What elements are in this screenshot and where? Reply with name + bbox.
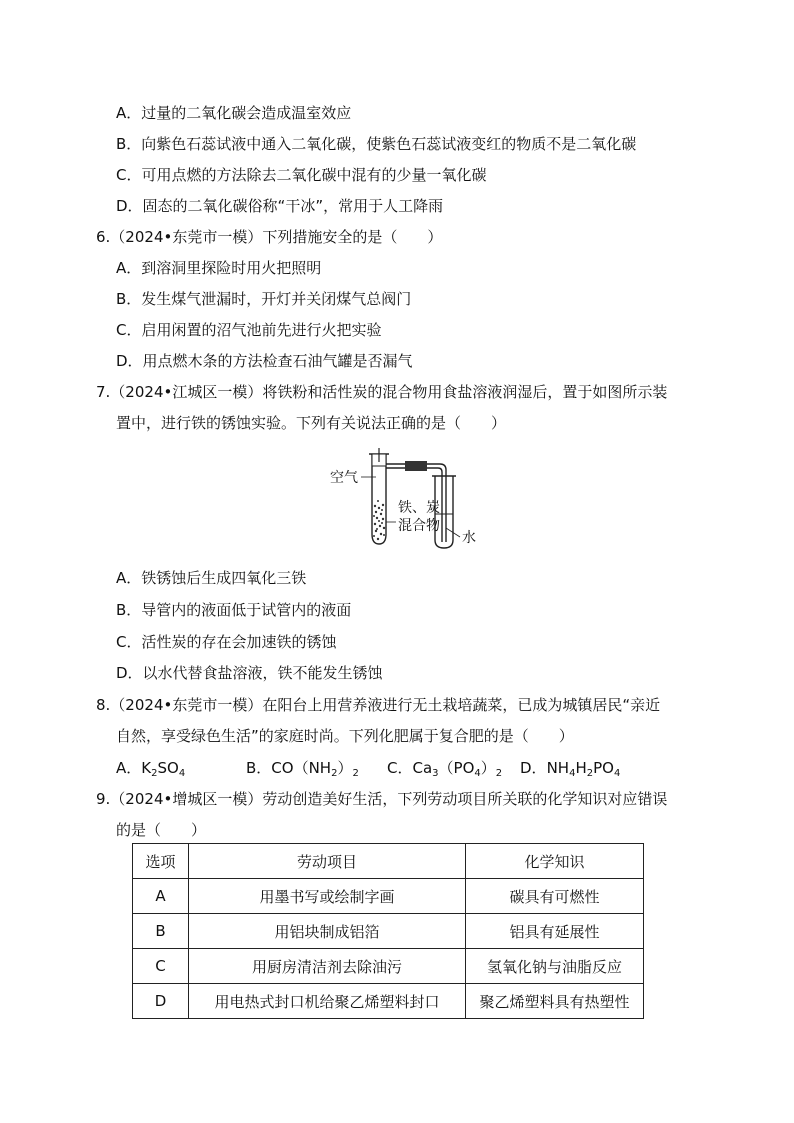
q7-option-b: B．导管内的液面低于试管内的液面 xyxy=(116,601,352,619)
table-cell: D xyxy=(133,984,189,1019)
q8-option-c: C．$Ca_3(PO_4)_2$ xyxy=(387,759,503,779)
q8-stem-line1: 8.（2024•东莞市一模）在阳台上用营养液进行无土栽培蔬菜，已成为城镇居民“亲近 xyxy=(96,696,661,714)
table-cell: A xyxy=(133,879,189,914)
q7-stem-line1: 7.（2024•江城区一模）将铁粉和活性炭的混合物用食盐溶液润湿后，置于如图所示装 xyxy=(96,383,668,401)
q9-stem-line1: 9.（2024•增城区一模）劳动创造美好生活，下列劳动项目所关联的化学知识对应错误 xyxy=(96,790,668,808)
q7-stem-line2: 置中，进行铁的锈蚀实验。下列有关说法正确的是（ ） xyxy=(116,414,507,432)
q7-option-d: D．以水代替食盐溶液，铁不能发生锈蚀 xyxy=(116,664,383,682)
table-row xyxy=(133,879,644,914)
table-cell: B xyxy=(133,914,189,949)
q6-stem: 6.（2024•东莞市一模）下列措施安全的是（ ） xyxy=(96,228,443,246)
table-cell: 聚乙烯塑料具有热塑性 xyxy=(466,984,644,1019)
table-cell: 碳具有可燃性 xyxy=(466,879,644,914)
q6-option-d: D．用点燃木条的方法检查石油气罐是否漏气 xyxy=(116,352,413,370)
rubber-connector xyxy=(405,461,427,471)
table-row xyxy=(133,914,644,949)
left-test-tube xyxy=(372,454,386,544)
table-cell: 铝具有延展性 xyxy=(466,914,644,949)
table-cell: 用墨书写或绘制字画 xyxy=(189,879,466,914)
q7-option-a: A．铁锈蚀后生成四氧化三铁 xyxy=(116,569,307,587)
q5-option-c: C．可用点燃的方法除去二氧化碳中混有的少量一氧化碳 xyxy=(116,166,487,184)
q8-stem-line2: 自然，享受绿色生活”的家庭时尚。下列化肥属于复合肥的是（ ） xyxy=(116,727,574,745)
mixture-label-line2: 混合物 xyxy=(398,518,440,534)
table-header-row xyxy=(133,844,644,879)
table-cell: 氢氧化钠与油脂反应 xyxy=(466,949,644,984)
q5-option-a: A．过量的二氧化碳会造成温室效应 xyxy=(116,104,352,122)
table-row xyxy=(133,984,644,1019)
q8-option-d: D．$NH_4H_2PO_4$ xyxy=(520,759,621,779)
q6-option-c: C．启用闲置的沼气池前先进行火把实验 xyxy=(116,321,382,339)
q6-option-b: B．发生煤气泄漏时，开灯并关闭煤气总阀门 xyxy=(116,290,412,308)
table-header: 化学知识 xyxy=(466,844,644,879)
q5-option-d: D．固态的二氧化碳俗称“干冰”，常用于人工降雨 xyxy=(116,197,444,215)
q9-stem-line2: 的是（ ） xyxy=(116,821,207,839)
q9-table xyxy=(132,843,644,1019)
q8-option-a: A．$K_2SO_4$ xyxy=(116,759,186,779)
table-header: 选项 xyxy=(133,844,189,879)
q8-option-b: B．$CO(NH_2)_2$ xyxy=(246,759,359,779)
table-cell: C xyxy=(133,949,189,984)
table-cell: 用厨房清洁剂去除油污 xyxy=(189,949,466,984)
air-label: 空气 xyxy=(330,470,358,486)
iron-carbon-mixture xyxy=(373,500,385,540)
mixture-label-line1: 铁、炭 xyxy=(398,500,440,516)
table-row xyxy=(133,949,644,984)
apparatus-diagram xyxy=(320,442,495,550)
water-label: 水 xyxy=(462,530,476,546)
table-header: 劳动项目 xyxy=(189,844,466,879)
table-cell: 用电热式封口机给聚乙烯塑料封口 xyxy=(189,984,466,1019)
rusting-apparatus-figure xyxy=(320,442,495,550)
q6-option-a: A．到溶洞里探险时用火把照明 xyxy=(116,259,322,277)
q5-option-b: B．向紫色石蕊试液中通入二氧化碳，使紫色石蕊试液变红的物质不是二氧化碳 xyxy=(116,135,637,153)
table-cell: 用铝块制成铝箔 xyxy=(189,914,466,949)
q7-option-c: C．活性炭的存在会加速铁的锈蚀 xyxy=(116,633,337,651)
